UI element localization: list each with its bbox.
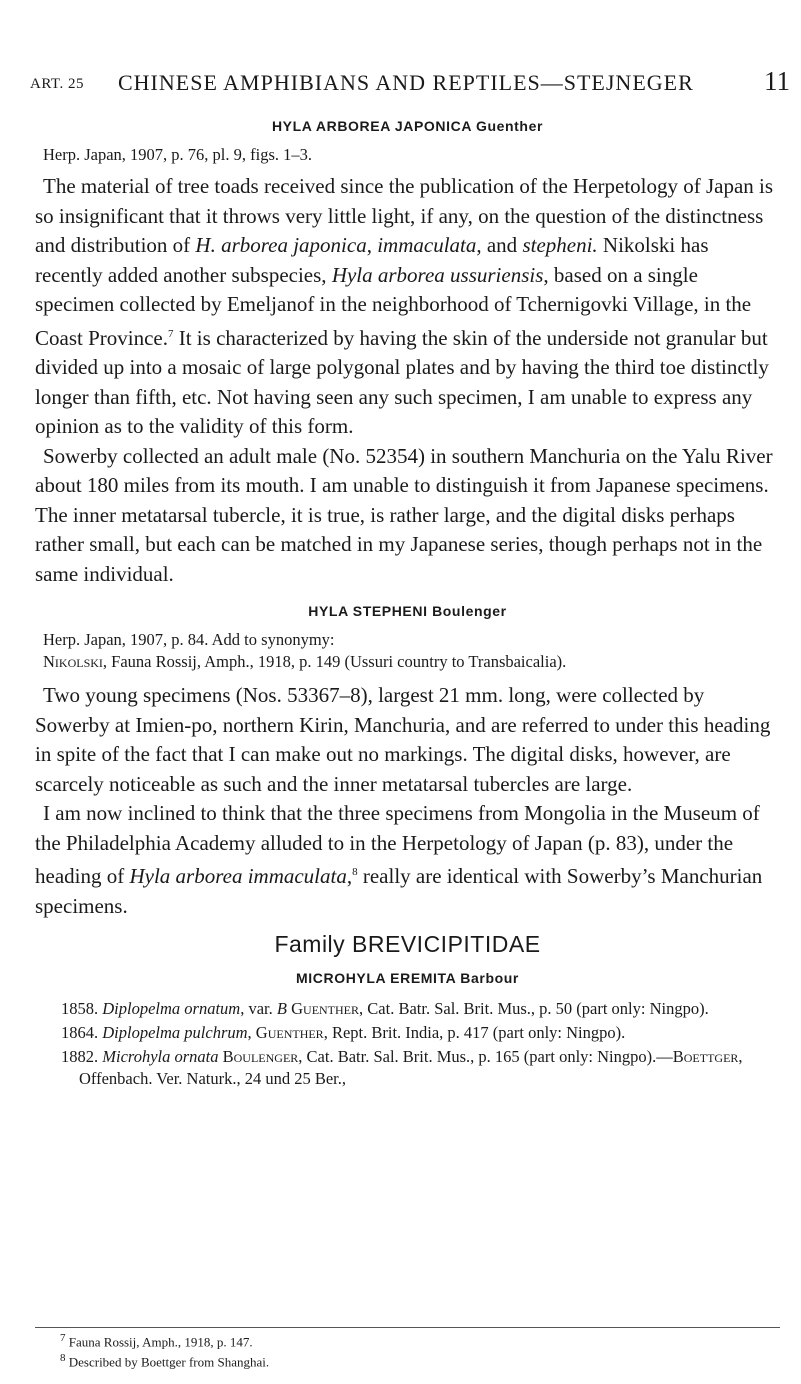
species-heading-hyla-arborea-japonica: HYLA ARBOREA JAPONICA Guenther xyxy=(271,118,544,134)
species-heading-microhyla-eremita: MICROHYLA EREMITA Barbour xyxy=(296,970,519,986)
footnote-7: $^7$ Fauna Rossij, Amph., 1918, p. 147. xyxy=(60,1332,253,1350)
footnote-marker: 8 xyxy=(352,866,358,878)
running-header xyxy=(30,64,790,104)
running-title: CHINESE AMPHIBIANS AND REPTILES—STEJNEGER xyxy=(118,70,694,95)
synonymy-entry: 1864. Diplopelma pulchrum, Guenther, Rept. Brit. India, p. 417 (part only: Ningpo). xyxy=(61,1023,626,1042)
synonymy-entry: 1858. Diplopelma ornatum, var. B Guenther, Cat. Batr. Sal. Brit. Mus., p. 50 (part only: Ningpo). xyxy=(61,999,709,1018)
footnote-marker: 7 xyxy=(167,327,174,340)
reference-line: Herp. Japan, 1907, p. 84. Add to synonymy: xyxy=(43,630,335,649)
synonymy-entry: 1882. Microhyla ornata Boulenger, Cat. Batr. Sal. Brit. Mus., p. 165 (part only: Ningpo).—Boettger, Offenbach. Ver. Naturk., 24 und 25 Ber., xyxy=(61,1047,743,1088)
species-heading-hyla-stepheni: HYLA STEPHENI Boulenger xyxy=(308,603,507,619)
reference-line: Herp. Japan, 1907, p. 76, pl. 9, figs. 1–3. xyxy=(43,145,313,164)
paragraph: Two young specimens (Nos. 53367–8), largest 21 mm. long, were collected by Sowerby at Imien-po, northern Kirin, Manchuria, and are referred to under this heading in spite of the fact that I can make out no markings. The digital disks, however, are scarcely noticeable as such and the inner metatarsal tubercles are large. xyxy=(35,683,771,796)
family-heading: Family BREVICIPITIDAE xyxy=(274,931,541,957)
paragraph: The material of tree toads received since the publication of the Herpetology of Japan is so insignificant that it throws very little light, if any, on the question of the distinctness and distribution of H. arborea japonica, immaculata, and stepheni. Nikolski has recently added another subspecies, Hyla arborea ussuriensis, based on a single specimen collected by Emeljanof in the neighborhood of Tchernigovki Village, in the Coast Province.$^7$ It is characterized by having the skin of the underside not granular but divided up into a mosaic of large polygonal plates and by having the third toe distinctly longer than fifth, etc. Not having seen any such specimen, I am unable to express any opinion as to the validity of this form. xyxy=(35,174,774,438)
page-number: 11 xyxy=(764,66,790,96)
footnote-8: $^8$ Described by Boettger from Shanghai. xyxy=(60,1352,270,1370)
paragraph: I am now inclined to think that the three specimens from Mongolia in the Museum of the Philadelphia Academy alluded to in the Herpetology of Japan (p. 83), under the heading of Hyla arborea immaculata,$^8$ really are identical with Sowerby’s Manchurian specimens. xyxy=(35,801,763,918)
footnote-divider xyxy=(35,1327,780,1328)
paragraph: Sowerby collected an adult male (No. 52354) in southern Manchuria on the Yalu River about 180 miles from its mouth. I am unable to distinguish it from Japanese specimens. The inner metatarsal tubercle, it is true, is rather large, and the digital disks perhaps rather small, but each can be matched in my Japanese series, though perhaps not in the same individual. xyxy=(35,443,773,586)
reference-line: Nikolski, Fauna Rossij, Amph., 1918, p. 149 (Ussuri country to Transbaicalia). xyxy=(43,652,567,671)
article-number: ART. 25 xyxy=(30,76,84,92)
page-body xyxy=(35,118,780,1090)
